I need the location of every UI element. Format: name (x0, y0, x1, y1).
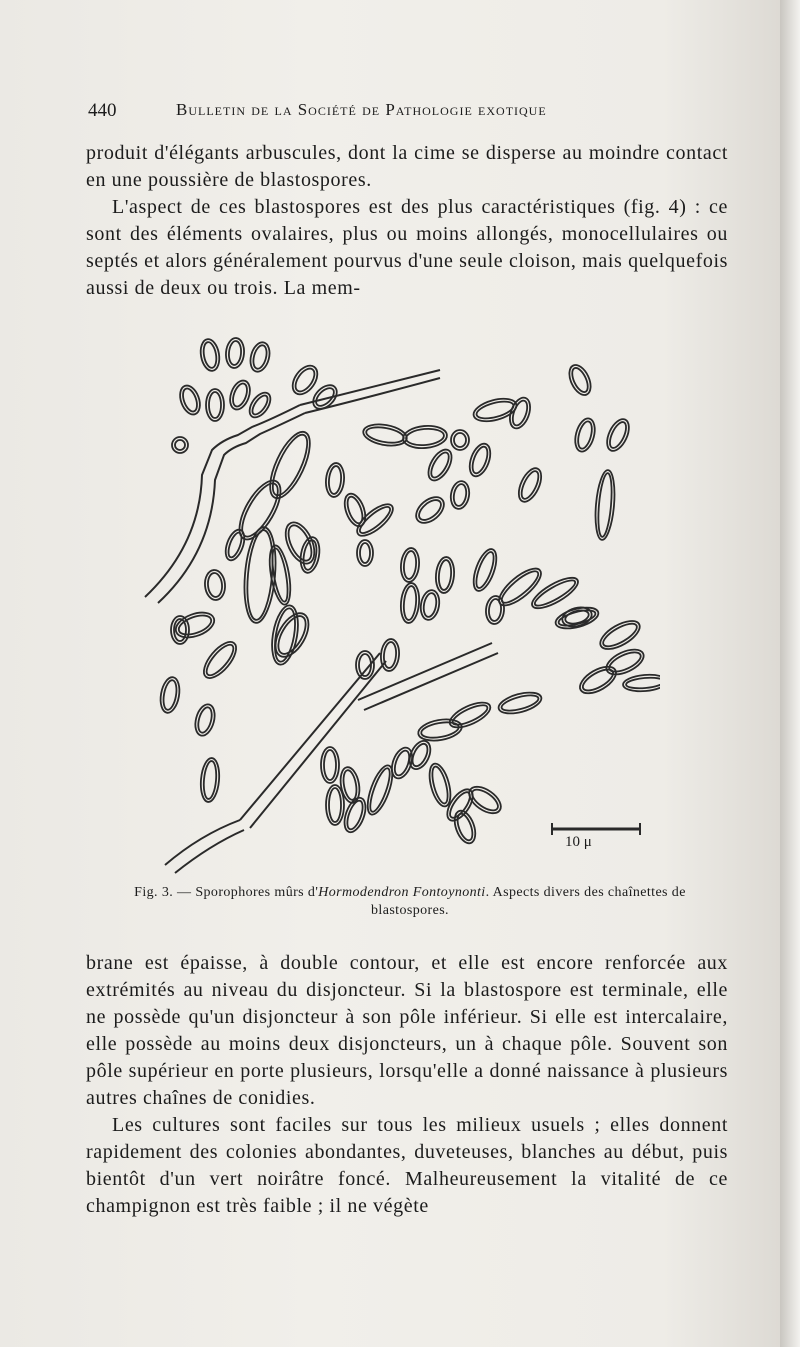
blastospore (473, 550, 497, 590)
blastospore (392, 749, 412, 778)
blastospore (500, 692, 540, 713)
blastospore (465, 781, 506, 818)
blastospore (226, 531, 244, 559)
paragraph: brane est épaisse, à double contour, et elle est encore renforcée aux extrémités au niveau du disjoncteur. Si la blastospore est terminale, elle ne possède qu'un disjoncteur à son pôle inférieur. Si elle est intercalaire, elle possède au moins deux disjoncteurs, un à chaque pôle. Souvent son pôle supérieur en porte plusieurs, lorsqu'elle a donné naissance à plusieurs autres chaînes de conidies. (86, 952, 728, 1109)
blastospore (426, 761, 455, 808)
blastospore (175, 440, 185, 450)
figure-illustration (140, 335, 660, 880)
blastospore (496, 689, 543, 718)
blastospore (292, 365, 318, 394)
blastospore (576, 661, 621, 698)
page-number: 440 (88, 100, 117, 121)
blastospore (565, 362, 595, 399)
figure-caption (130, 884, 690, 920)
blastospore (325, 462, 346, 497)
blastospore (429, 765, 450, 805)
blastospore (469, 546, 501, 594)
blastospore (222, 527, 248, 563)
blastospore (199, 757, 221, 802)
paragraph: L'aspect de ces blastospores est des plus caractéristiques (fig. 4) : ce sont des éléments ovalaires, plus ou moins allongés, monocellulaires ou septés et alors généralement pourvus d'une seule cloison, mais quelquefois aussi de deux ou trois. La mem- (86, 196, 728, 299)
blastospore (399, 582, 420, 623)
hypha (158, 413, 305, 603)
blastospore (403, 586, 418, 621)
blastospore (470, 445, 491, 475)
blastospore (446, 698, 493, 733)
blastospore (569, 366, 591, 395)
blastospore (172, 608, 217, 642)
page-edge (780, 0, 800, 1347)
blastospore (494, 563, 547, 612)
paragraph: produit d'élégants arbuscules, dont la cime se disperse au moindre contact en une poussière de blastospores. (86, 142, 728, 191)
blastospore (411, 492, 448, 528)
blastospore (402, 424, 448, 450)
blastospore (383, 642, 397, 669)
blastospore (438, 560, 453, 591)
blastospore (416, 496, 445, 523)
blastospore (324, 750, 336, 780)
blastospore (603, 416, 634, 454)
blastospore (360, 543, 370, 563)
blastospore (607, 420, 630, 450)
blastospore (403, 551, 417, 580)
caption-text: Fig. 3. — Sporophores mûrs d' (134, 885, 319, 900)
blastospore (455, 812, 476, 842)
running-title: Bulletin de la Société de Pathologie exotique (176, 100, 547, 119)
blastospore (230, 382, 249, 409)
page-header (88, 96, 728, 126)
blastospore (328, 466, 342, 495)
blastospore (596, 615, 644, 654)
blastospore (207, 572, 223, 597)
blastospore (593, 469, 617, 540)
blastospore (250, 393, 271, 417)
text-block-bottom (86, 950, 728, 1220)
blastospore (329, 788, 341, 822)
hypha (165, 820, 240, 865)
caption-taxon: Hormodendron Fontoynonti (318, 885, 486, 900)
blastospore (596, 473, 614, 538)
blastospore (518, 469, 542, 501)
scale-label: 10 μ (565, 834, 592, 850)
blastospore (198, 637, 242, 684)
blastospore (469, 786, 502, 815)
blastospore (514, 465, 546, 505)
blastospore (344, 799, 366, 831)
paragraph: Les cultures sont faciles sur tous les milieux usuels ; elles donnent rapidement des colonies abondantes, duveteuses, blanches au début, puis bientôt d'un vert noirâtre foncé. Malheureusement la vitalité de ce champignon est très faible ; il ne végète (86, 1114, 728, 1217)
caption-text: . Aspects divers des chaînettes de blastospores. (371, 885, 686, 918)
blastospore (365, 425, 405, 445)
blastospore (454, 433, 466, 447)
blastospore (341, 491, 370, 529)
blastospore (553, 604, 600, 633)
blastospore (228, 341, 242, 366)
blastospore (400, 547, 421, 582)
blastospore (420, 720, 460, 740)
blastospore (176, 383, 203, 417)
hypha (175, 830, 244, 873)
blastospore (576, 420, 595, 450)
blastospore (380, 638, 401, 671)
text-block-top (86, 140, 728, 302)
blastospore (231, 474, 288, 545)
blastospore (434, 556, 455, 593)
blastospore (428, 450, 452, 480)
blastospore (262, 426, 318, 503)
blastospore (466, 441, 495, 479)
blastospore (209, 392, 221, 418)
blastospore (180, 387, 199, 414)
blastospore (424, 446, 457, 484)
sporophore-drawing (140, 335, 660, 880)
